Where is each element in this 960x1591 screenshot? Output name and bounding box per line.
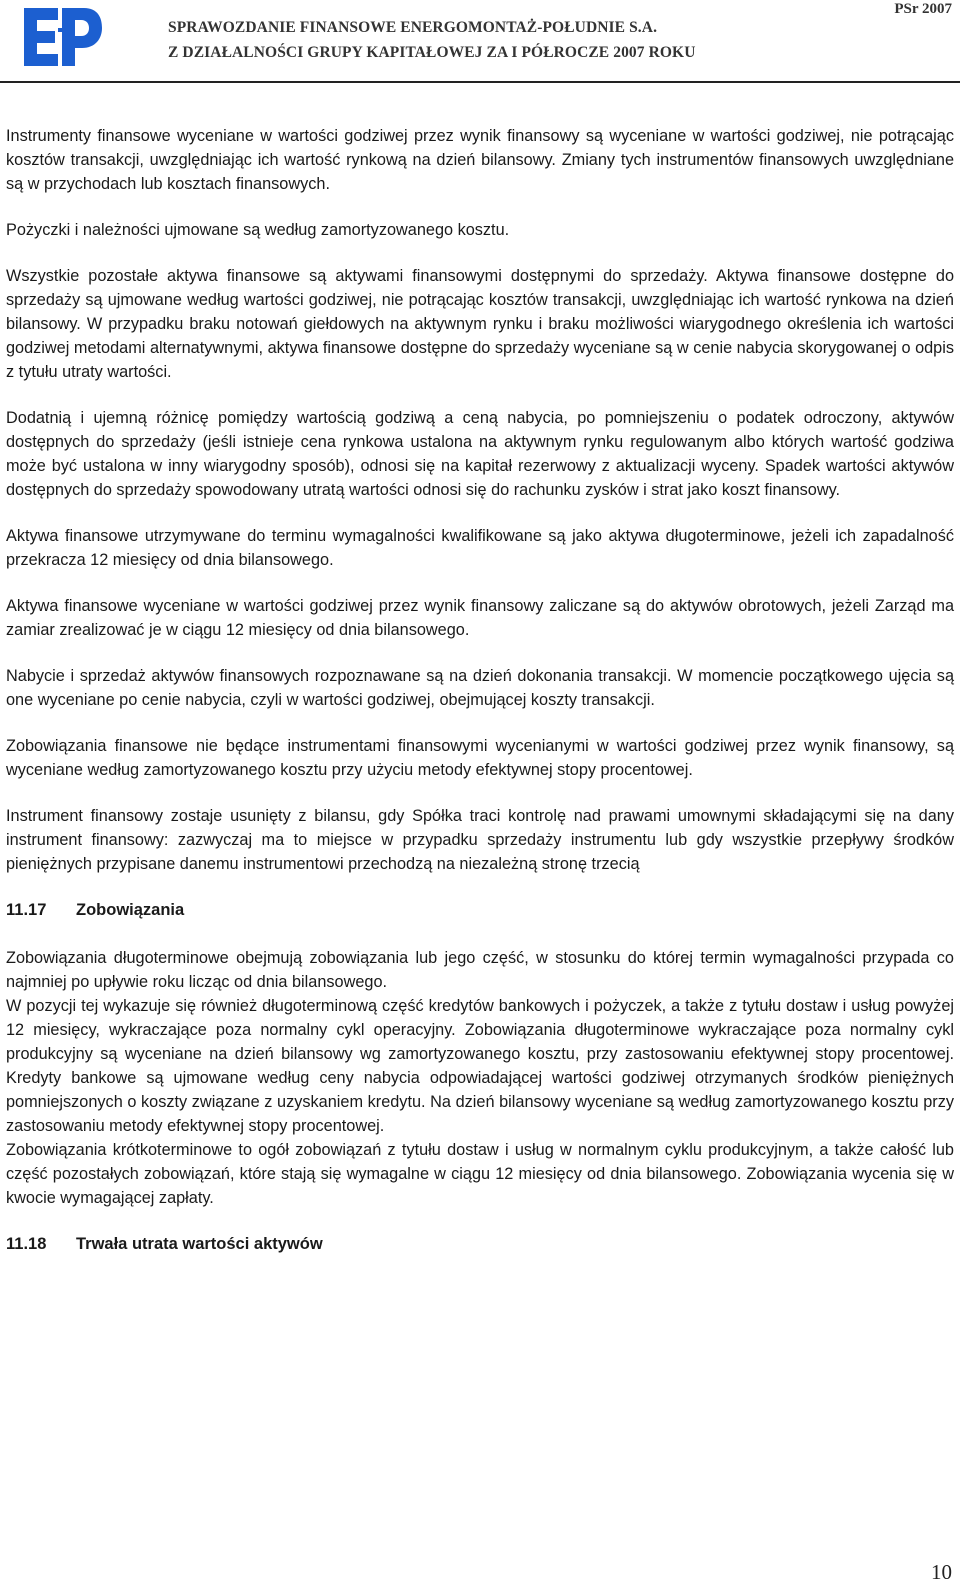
paragraph: Instrument finansowy zostaje usunięty z bilansu, gdy Spółka traci kontrolę nad prawami umownymi składającymi się na dany instrument finansowy: zazwyczaj ma to miejsce w przypadku sprzedaży instrumentu lub gdy wszystkie przepływy środków pieniężnych przypisane danemu instrumentowi przechodzą na niezależną stronę trzecią [6,807,954,873]
section-heading-11-17 [6,898,954,922]
page-number: 10 [931,1560,952,1584]
paragraph: Aktywa finansowe wyceniane w wartości godziwej przez wynik finansowy zaliczane są do aktywów obrotowych, jeżeli Zarząd ma zamiar zrealizować je w ciągu 12 miesięcy od dnia bilansowego. [6,597,954,639]
company-logo [24,6,102,68]
section-number: 11.17 [6,901,47,919]
document-body [6,124,954,1280]
section-title: Zobowiązania [76,901,185,919]
report-title-line2: Z DZIAŁALNOŚCI GRUPY KAPITAŁOWEJ ZA I PÓŁROCZE 2007 ROKU [168,44,696,61]
section-title: Trwała utrata wartości aktywów [76,1235,323,1253]
header-rule [0,81,960,83]
paragraph: Zobowiązania krótkoterminowe to ogół zobowiązań z tytułu dostaw i usług w normalnym cyklu produkcyjnym, a także całość lub część pozostałych zobowiązań, które stają się wymagalne w ciągu 12 miesięcy od dnia bilansowego. Zobowiązania wycenia się w kwocie wymagającej zapłaty. [6,1141,954,1207]
paragraph: Aktywa finansowe utrzymywane do terminu wymagalności kwalifikowane są jako aktywa długoterminowe, jeżeli ich zapadalność przekracza 12 miesięcy od dnia bilansowego. [6,527,954,569]
report-code: PSr 2007 [894,1,952,17]
paragraph: Nabycie i sprzedaż aktywów finansowych rozpoznawane są na dzień dokonania transakcji. W momencie początkowego ujęcia są one wyceniane po cenie nabycia, czyli w wartości godziwej, obejmującej koszty transakcji. [6,667,954,709]
section-heading-11-18 [6,1232,954,1256]
paragraph: W pozycji tej wykazuje się również długoterminową część kredytów bankowych i pożyczek, a także z tytułu dostaw i usług powyżej 12 miesięcy, wykraczające poza normalny cykl operacyjny. Zobowiązania długoterminowe wykraczające poza normalny cykl produkcyjny są wyceniane na dzień bilansowy wg zamortyzowanego kosztu, przy zastosowaniu efektywnej stopy procentowej. Kredyty bankowe są ujmowane według ceny nabycia odpowiadającej wartości godziwej otrzymanych środków pieniężnych pomniejszonych o koszty związane z uzyskaniem kredytu. Na dzień bilansowy wyceniane są według zamortyzowanego kosztu przy zastosowaniu metody efektywnej stopy procentowej. [6,997,954,1135]
paragraph: Instrumenty finansowe wyceniane w wartości godziwej przez wynik finansowy są wyceniane w wartości godziwej, nie potrącając kosztów transakcji, uwzględniając ich wartość rynkową na dzień bilansowy. Zmiany tych instrumentów finansowych uwzględniane są w przychodach lub kosztach finansowych. [6,127,954,193]
paragraph: Zobowiązania długoterminowe obejmują zobowiązania lub jego część, w stosunku do której termin wymagalności przypada co najmniej po upływie roku licząc od dnia bilansowego. [6,949,954,991]
paragraph: Zobowiązania finansowe nie będące instrumentami finansowymi wycenianymi w wartości godziwej przez wynik finansowy, są wyceniane według zamortyzowanego kosztu przy użyciu metody efektywnej stopy procentowej. [6,737,954,779]
page-header [0,0,960,80]
report-title-line1: SPRAWOZDANIE FINANSOWE ENERGOMONTAŻ-POŁUDNIE S.A. [168,19,658,36]
paragraph: Wszystkie pozostałe aktywa finansowe są aktywami finansowymi dostępnymi do sprzedaży. Aktywa finansowe dostępne do sprzedaży są ujmowane według wartości godziwej, nie potrącając kosztów transakcji, uwzględniając ich wartość rynkowa na dzień bilansowy. W przypadku braku notowań giełdowych na aktywnym rynku i braku możliwości wiarygodnego określenia ich wartości godziwej metodami alternatywnymi, aktywa finansowe dostępne do sprzedaży wyceniane są w cenie nabycia skorygowanej o odpis z tytułu utraty wartości. [6,267,954,381]
section-number: 11.18 [6,1235,47,1253]
paragraph: Pożyczki i należności ujmowane są według zamortyzowanego kosztu. [6,221,510,239]
report-title [168,15,818,65]
paragraph: Dodatnią i ujemną różnicę pomiędzy wartością godziwą a ceną nabycia, po pomniejszeniu o podatek odroczony, aktywów dostępnych do sprzedaży (jeśli istnieje cena rynkowa ustalona na aktywnym rynku regulowanym albo których wartość godziwa może być ustalona w inny wiarygodny sposób), odnosi się na kapitał rezerwowy z aktualizacji wyceny. Spadek wartości aktywów dostępnych do sprzedaży spowodowany utratą wartości odnosi się do rachunku zysków i strat jako koszt finansowy. [6,409,954,499]
